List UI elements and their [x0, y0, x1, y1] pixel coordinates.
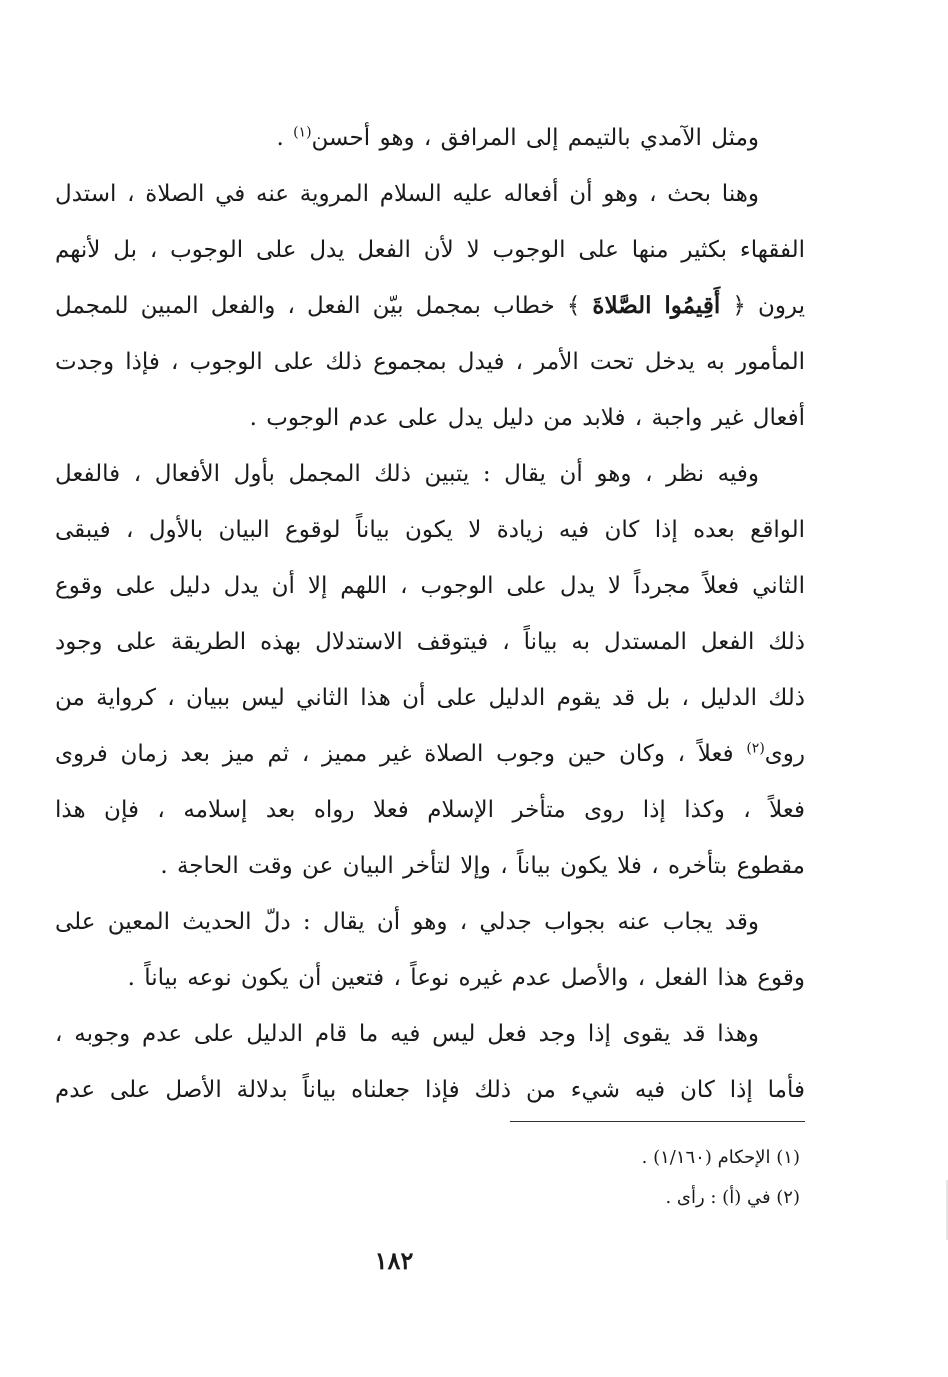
text-line: ذلك الدليل ، بل قد يقوم الدليل على أن هذا الثاني ليس ببيان ، كرواية من: [55, 685, 805, 711]
line-end: .: [276, 125, 294, 151]
text-line: المأمور به يدخل تحت الأمر ، فيدل بمجموع ذلك على الوجوب ، فإذا وجدت: [55, 349, 805, 375]
footnotes: [400, 1138, 800, 1218]
text-line: وهنا بحث ، وهو أن أفعاله عليه السلام المروية عنه في الصلاة ، استدل: [55, 181, 759, 207]
quran-verse: أَقِيمُوا الصَّلاةَ: [592, 292, 721, 319]
footnote-1: (١) الإحكام (١/١٦٠) .: [641, 1147, 800, 1168]
text-line: الثاني فعلاً مجرداً لا يدل على الوجوب ، اللهم إلا أن يدل دليل على وقوع: [55, 573, 805, 599]
footnote-ref-2[interactable]: (٢): [746, 740, 765, 757]
line-text: خطاب بمجمل بيّن الفعل ، والفعل المبين للمجمل: [55, 293, 555, 319]
text-line: الفقهاء بكثير منها على الوجوب لا لأن الفعل يدل على الوجوب ، بل لأنهم: [55, 237, 805, 263]
text-line: فعلاً ، وكذا إذا روى متأخر الإسلام فعلا رواه بعد إسلامه ، فإن هذا: [55, 797, 805, 823]
text-line: وهذا قد يقوى إذا وجد فعل ليس فيه ما قام الدليل على عدم وجوبه ،: [55, 1021, 759, 1047]
footnote-divider: [510, 1121, 805, 1122]
text-line: فأما إذا كان فيه شيء من ذلك فإذا جعلناه بياناً بدلالة الأصل على عدم: [55, 1077, 805, 1103]
line-text: يرون: [757, 293, 805, 319]
text-line: ذلك الفعل المستدل به بياناً ، فيتوقف الاستدلال بهذه الطريقة على وجود: [55, 629, 805, 655]
footnote-2: (٢) في (أ) : رأى .: [665, 1187, 800, 1208]
text-line: وقد يجاب عنه بجواب جدلي ، وهو أن يقال : دلّ الحديث المعين على: [55, 909, 759, 935]
text-line: [55, 278, 805, 334]
footnote-ref-1[interactable]: (١): [293, 124, 312, 141]
text-line: مقطوع بتأخره ، فلا يكون بياناً ، وإلا لتأخر البيان عن وقت الحاجة .: [160, 853, 805, 879]
text-line: [55, 110, 805, 166]
text-line: أفعال غير واجبة ، فلابد من دليل يدل على عدم الوجوب .: [249, 405, 805, 431]
text-line: وقوع هذا الفعل ، والأصل عدم غيره نوعاً ، فتعين أن يكون نوعه بياناً .: [127, 965, 805, 991]
quran-bracket-open: ﴿: [732, 293, 746, 319]
text-line: [55, 726, 805, 782]
line-text: روى: [764, 741, 805, 767]
main-text: [55, 110, 805, 1118]
text-line: الواقع بعده إذا كان فيه زيادة لا يكون بياناً لوقوع البيان بالأول ، فيبقى: [55, 517, 805, 543]
line-text: فعلاً ، وكان حين وجوب الصلاة غير مميز ، ثم ميز بعد زمان فروى: [55, 741, 734, 767]
text-line: وفيه نظر ، وهو أن يقال : يتبين ذلك المجمل بأول الأفعال ، فالفعل: [55, 461, 759, 487]
quran-bracket-close: ﴾: [566, 293, 581, 319]
page-number: ١٨٢: [374, 1246, 414, 1275]
line-text: ومثل الآمدي بالتيمم إلى المرافق ، وهو أحسن: [311, 125, 759, 151]
